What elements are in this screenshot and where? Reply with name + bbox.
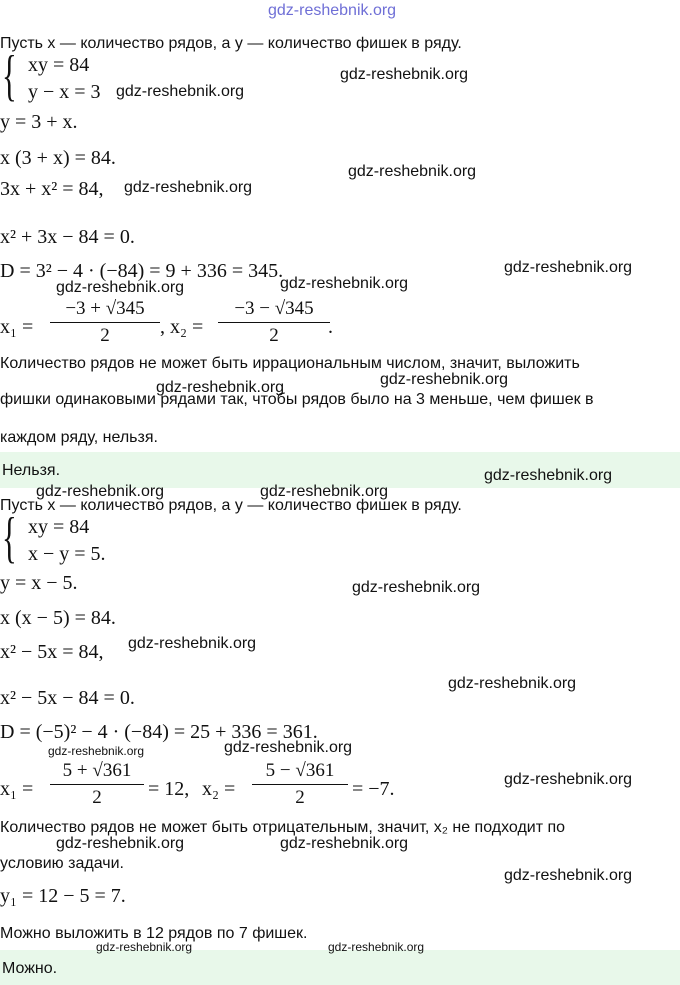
part2-conclusion-2: условию задачи.	[0, 855, 124, 872]
part2-x1-denominator: 2	[92, 787, 102, 808]
part2-result: Можно выложить в 12 рядов по 7 фишек.	[0, 925, 308, 942]
part1-x1-denominator: 2	[100, 325, 110, 346]
part2-system-eq1: xy = 84	[28, 516, 90, 538]
part2-x2-value: = −7.	[352, 778, 395, 800]
part1-line-1: y = 3 + x.	[0, 111, 78, 133]
watermark: gdz-reshebnik.org	[504, 867, 633, 884]
part2-line-3: x² − 5x = 84,	[0, 641, 104, 663]
watermark: gdz-reshebnik.org	[484, 467, 613, 484]
part1-line-5: D = 3² − 4 · (−84) = 9 + 336 = 345.	[0, 260, 284, 282]
part1-system-brace: {	[2, 45, 17, 107]
part1-x1-label: x₁ =	[0, 316, 34, 338]
watermark: gdz-reshebnik.org	[504, 259, 633, 276]
part2-line-5: D = (−5)² − 4 · (−84) = 25 + 336 = 361.	[0, 721, 318, 743]
part1-conclusion-3: каждом ряду, нельзя.	[0, 429, 158, 446]
part2-line-2: x (x − 5) = 84.	[0, 607, 116, 629]
watermark: gdz-reshebnik.org	[56, 279, 185, 296]
watermark: gdz-reshebnik.org	[36, 483, 165, 500]
watermark: gdz-reshebnik.org	[224, 739, 353, 756]
part1-answer: Нельзя.	[2, 462, 61, 479]
part1-x2-label: , x₂ =	[160, 316, 204, 338]
watermark: gdz-reshebnik.org	[380, 371, 509, 388]
part2-intro: Пусть x — количество рядов, а y — количество фишек в ряду.	[0, 497, 462, 514]
part1-conclusion-1: Количество рядов не может быть иррациональным числом, значит, выложить	[0, 355, 580, 372]
watermark: gdz-reshebnik.org	[504, 771, 633, 788]
part2-conclusion-1: Количество рядов не может быть отрицательным, значит, x₂ не подходит по	[0, 819, 566, 836]
part2-answer: Можно.	[2, 960, 58, 977]
part2-line-4: x² − 5x − 84 = 0.	[0, 687, 135, 709]
part2-x1-fraction	[50, 760, 144, 806]
part2-line-1: y = x − 5.	[0, 572, 78, 594]
watermark-top: gdz-reshebnik.org	[268, 2, 397, 19]
watermark: gdz-reshebnik.org	[352, 579, 481, 596]
part1-system-eq2: y − x = 3	[28, 81, 101, 103]
part1-x2-fraction	[218, 298, 330, 344]
part2-y1: y₁ = 12 − 5 = 7.	[0, 885, 126, 907]
watermark: gdz-reshebnik.org	[124, 179, 253, 196]
part1-intro: Пусть x — количество рядов, а y — количество фишек в ряду.	[0, 35, 462, 52]
watermark: gdz-reshebnik.org	[128, 635, 257, 652]
part1-x1-fraction	[50, 298, 160, 344]
part1-line-3: 3x + x² = 84,	[0, 178, 104, 200]
part2-answer-box	[0, 950, 680, 985]
watermark: gdz-reshebnik.org	[156, 379, 285, 396]
part1-roots-end: .	[328, 316, 333, 338]
watermark: gdz-reshebnik.org	[280, 275, 409, 292]
watermark: gdz-reshebnik.org	[348, 163, 477, 180]
part2-system-eq2: x − y = 5.	[28, 543, 106, 565]
part1-x2-numerator: −3 − √345	[234, 298, 314, 319]
part2-x2-numerator: 5 − √361	[265, 760, 335, 781]
watermark: gdz-reshebnik.org	[340, 66, 469, 83]
part2-x2-denominator: 2	[295, 787, 305, 808]
watermark: gdz-reshebnik.org	[260, 483, 389, 500]
watermark-small: gdz-reshebnik.org	[48, 744, 145, 758]
part1-x2-denominator: 2	[269, 325, 279, 346]
part1-x1-numerator: −3 + √345	[65, 298, 145, 319]
watermark: gdz-reshebnik.org	[280, 835, 409, 852]
watermark: gdz-reshebnik.org	[448, 675, 577, 692]
part2-x1-label: x₁ =	[0, 778, 34, 800]
watermark: gdz-reshebnik.org	[56, 835, 185, 852]
part1-conclusion-2: фишки одинаковыми рядами так, чтобы рядов было на 3 меньше, чем фишек в	[0, 391, 594, 408]
watermark-small: gdz-reshebnik.org	[96, 940, 193, 954]
part2-x2-fraction	[252, 760, 348, 806]
part1-line-2: x (3 + x) = 84.	[0, 147, 116, 169]
part2-system-brace: {	[2, 507, 17, 569]
part2-x1-numerator: 5 + √361	[62, 760, 132, 781]
part2-x2-label: x₂ =	[202, 778, 236, 800]
part2-x1-value: = 12,	[148, 778, 190, 800]
watermark-small: gdz-reshebnik.org	[328, 940, 425, 954]
watermark: gdz-reshebnik.org	[116, 83, 245, 100]
part1-system-eq1: xy = 84	[28, 54, 90, 76]
part1-line-4: x² + 3x − 84 = 0.	[0, 226, 135, 248]
